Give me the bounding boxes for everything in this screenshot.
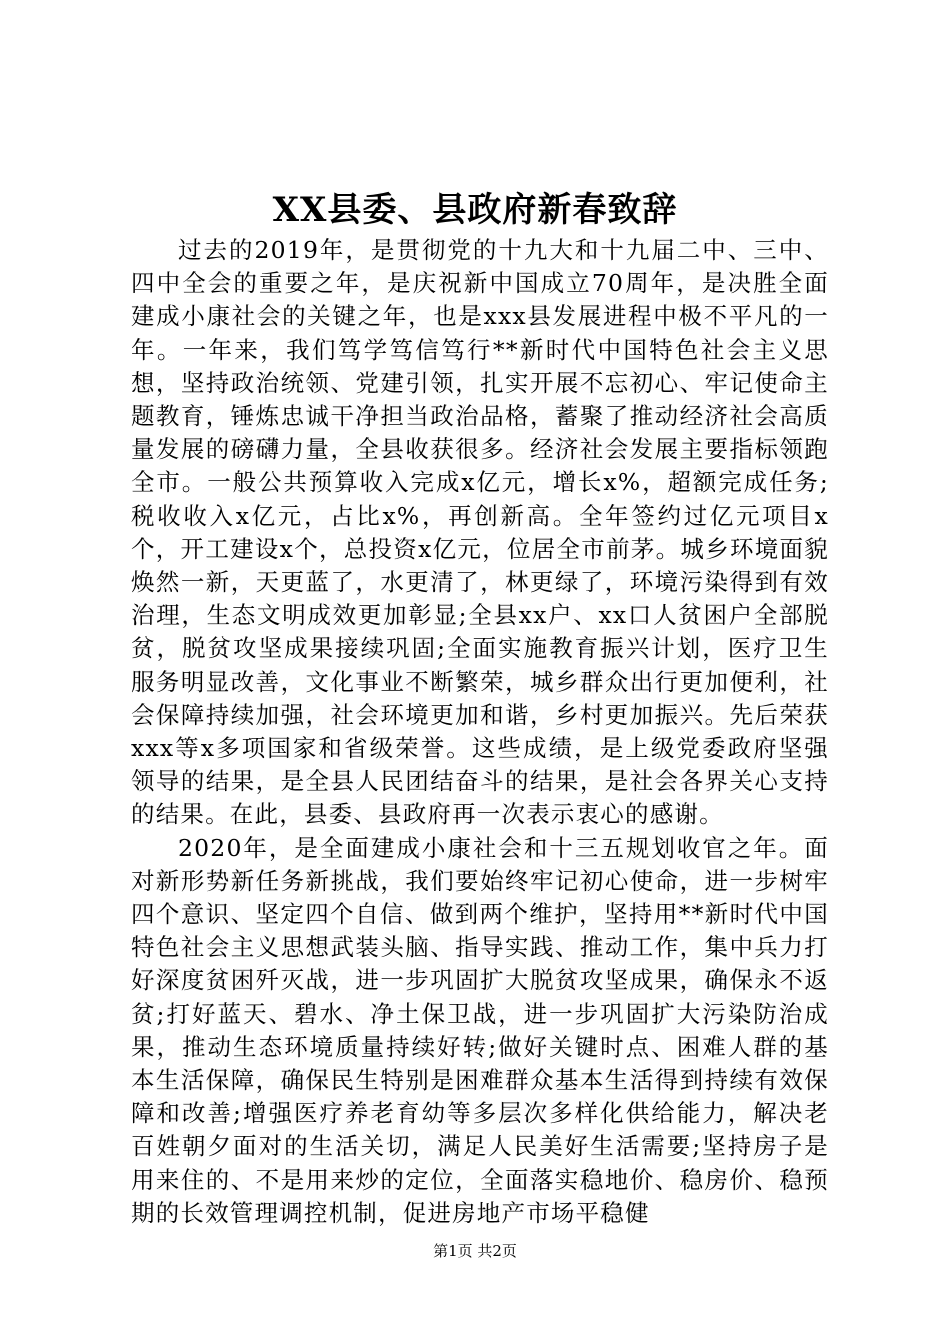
paragraph-2: 2020年，是全面建成小康社会和十三五规划收官之年。面对新形势新任务新挑战，我们要始终牢记初心使命，进一步树牢四个意识、坚定四个自信、做到两个维护，坚持用**新时代中国特色社会主义思想武装头脑、指导实践、推动工作，集中兵力打好深度贫困歼灭战，进一步巩固扩大脱贫攻坚成果，确保永不返贫;打好蓝天、碧水、净土保卫战，进一步巩固扩大污染防治成果，推动生态环境质量持续好转;做好关键时点、困难人群的基本生活保障，确保民生特别是困难群众基本生活得到持续有效保障和改善;增强医疗养老育幼等多层次多样化供给能力，解决老百姓朝夕面对的生活关切，满足人民美好生活需要;坚持房子是用来住的、不是用来炒的定位，全面落实稳地价、稳房价、稳预期的长效管理调控机制，促进房地产市场平稳健 — [131, 833, 829, 1227]
document-title: XX县委、县政府新春致辞 — [272, 190, 678, 230]
document-body — [131, 234, 829, 1230]
paragraph-1: 过去的2019年，是贯彻党的十九大和十九届二中、三中、四中全会的重要之年，是庆祝新中国成立70周年，是决胜全面建成小康社会的关键之年，也是xxx县发展进程中极不平凡的一年。一年来，我们笃学笃信笃行**新时代中国特色社会主义思想，坚持政治统领、党建引领，扎实开展不忘初心、牢记使命主题教育，锤炼忠诚干净担当政治品格，蓄聚了推动经济社会高质量发展的磅礴力量，全县收获很多。经济社会发展主要指标领跑全市。一般公共预算收入完成x亿元，增长x%，超额完成任务;税收收入x亿元，占比x%，再创新高。全年签约过亿元项目x个，开工建设x个，总投资x亿元，位居全市前茅。城乡环境面貌焕然一新，天更蓝了，水更清了，林更绿了，环境污染得到有效治理，生态文明成效更加彰显;全县xx户、xx口人贫困户全部脱贫，脱贫攻坚成果接续巩固;全面实施教育振兴计划，医疗卫生服务明显改善，文化事业不断繁荣，城乡群众出行更加便利，社会保障持续加强，社会环境更加和谐，乡村更加振兴。先后荣获xxx等x多项国家和省级荣誉。这些成绩，是上级党委政府坚强领导的结果，是全县人民团结奋斗的结果，是社会各界关心支持的结果。在此，县委、县政府再一次表示衷心的感谢。 — [131, 236, 829, 829]
page-number-footer: 第1页 共2页 — [433, 1242, 517, 1260]
